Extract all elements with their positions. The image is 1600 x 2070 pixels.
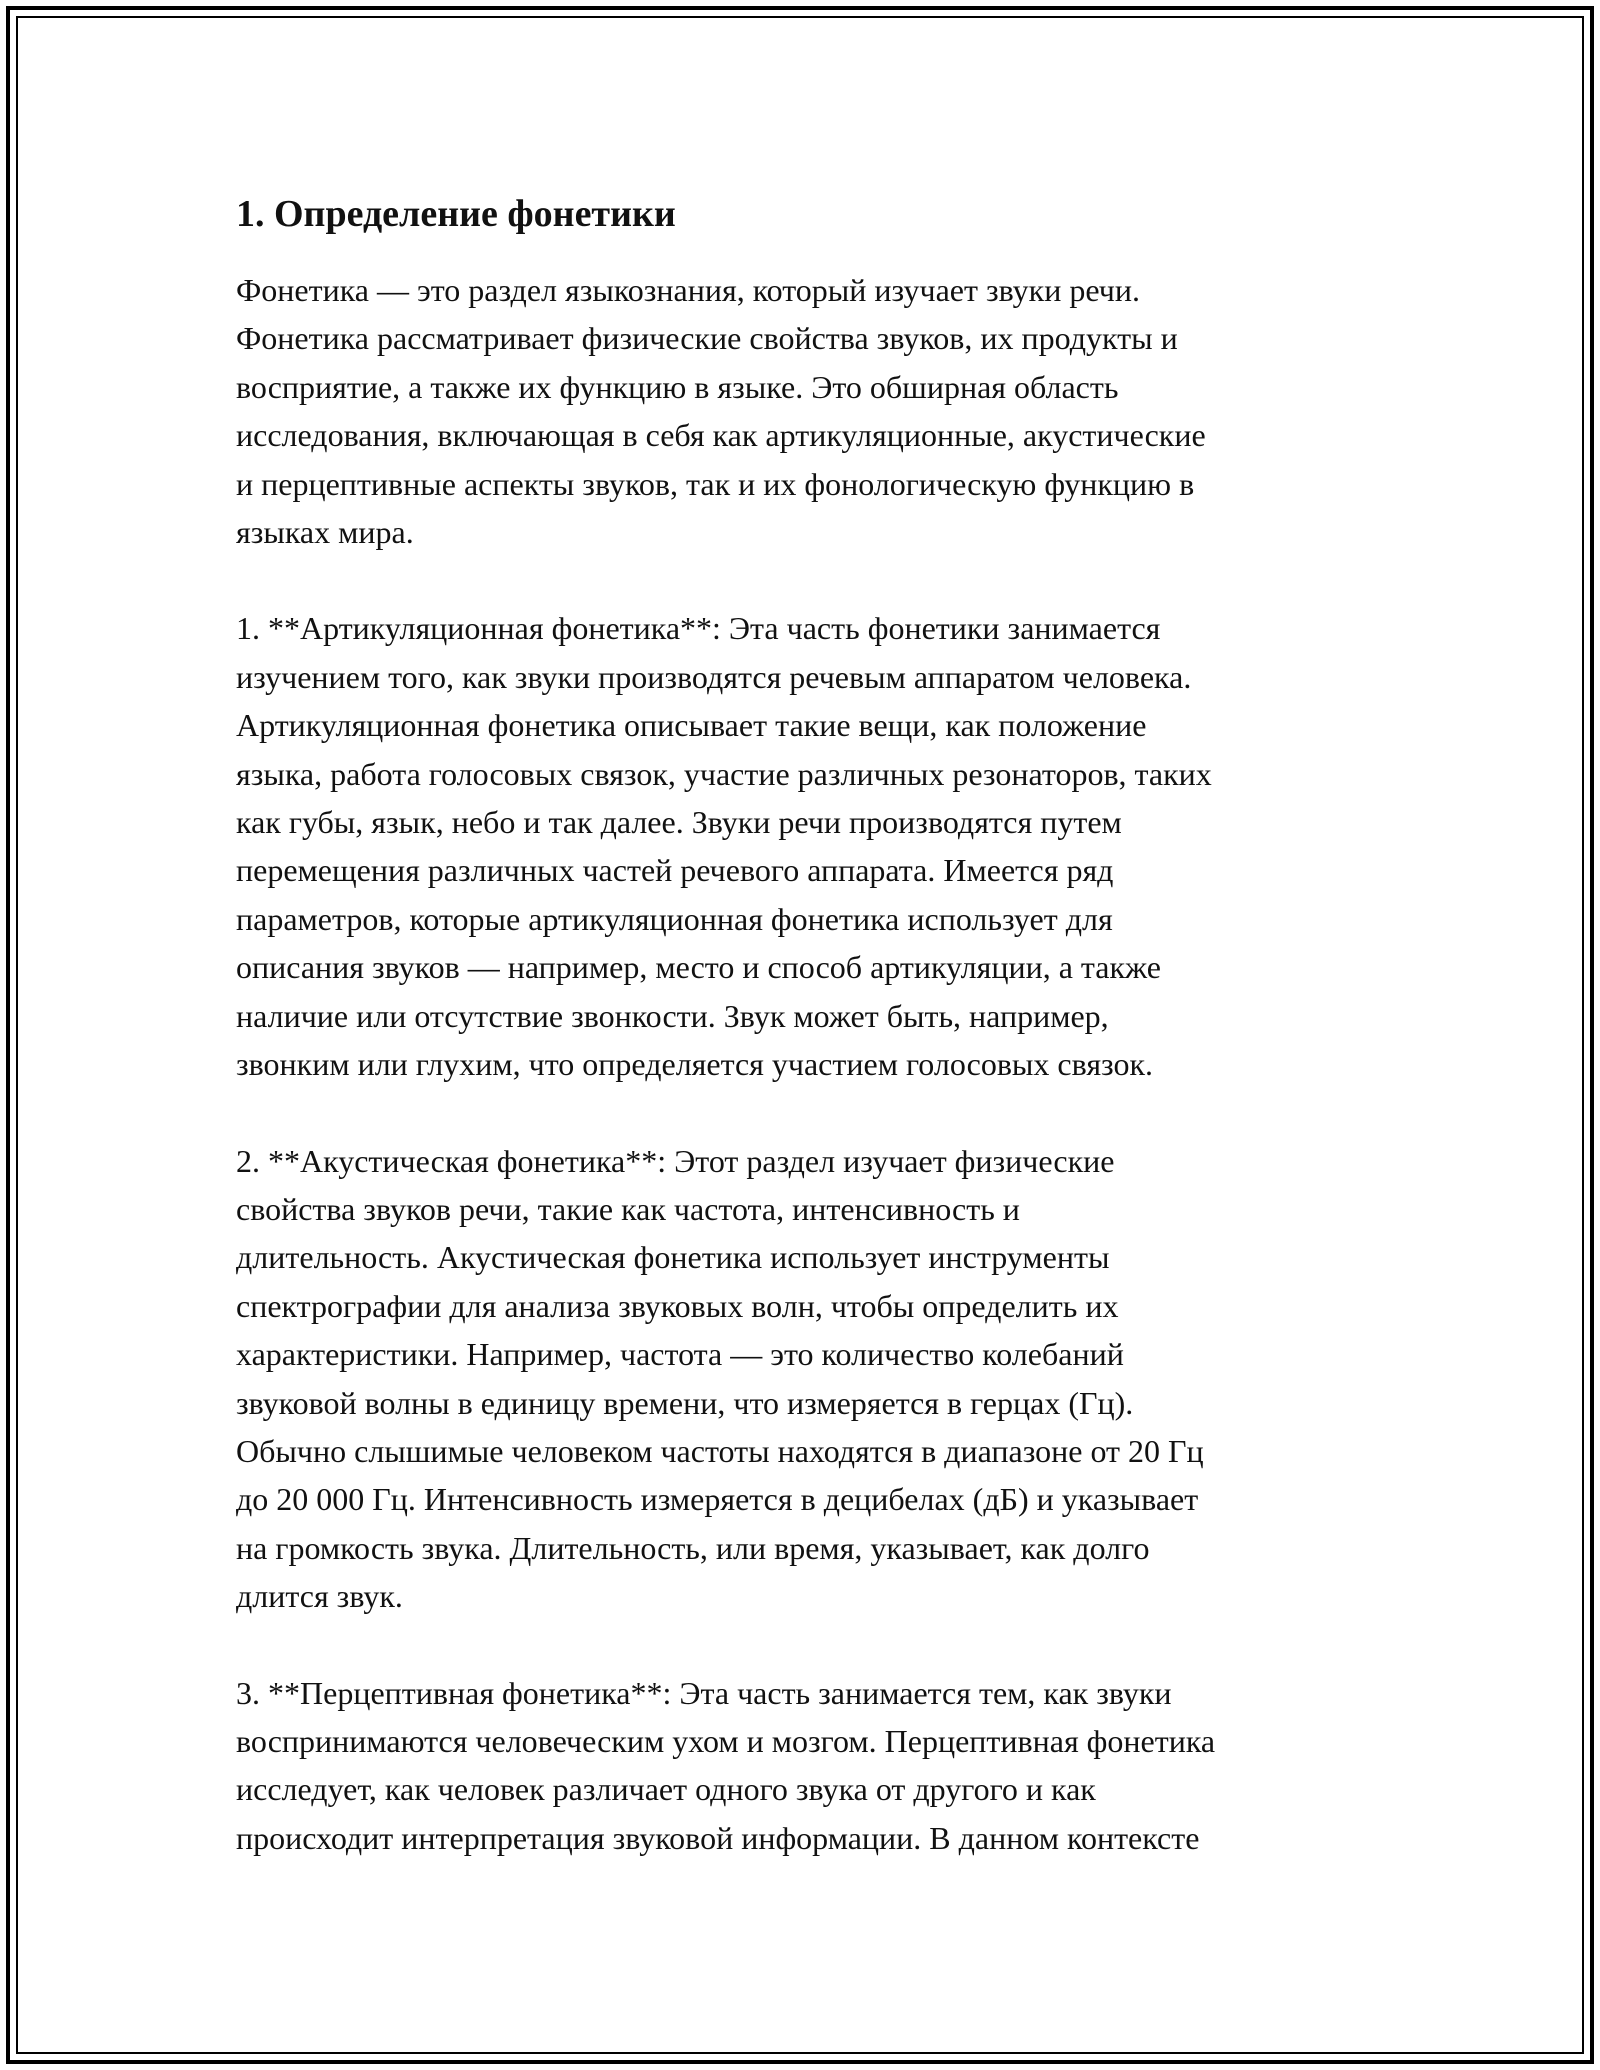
text-line: и перцептивные аспекты звуков, так и их фонологическую функцию в [236, 465, 1195, 502]
text-line: как губы, язык, небо и так далее. Звуки речи производятся путем [236, 804, 1122, 841]
text-line: исследует, как человек различает одного звука от другого и как [236, 1771, 1096, 1808]
text-line: свойства звуков речи, такие как частота, интенсивность и [236, 1190, 1020, 1227]
text-line: перемещения различных частей речевого аппарата. Имеется ряд [236, 852, 1114, 889]
text-line: воспринимаются человеческим ухом и мозгом. Перцептивная фонетика [236, 1722, 1216, 1759]
text-line: восприятие, а также их функцию в языке. Это обширная область [236, 368, 1119, 405]
paragraph-acoustic-phonetics [236, 1137, 1386, 1621]
text-line: на громкость звука. Длительность, или время, указывает, как долго [236, 1529, 1150, 1566]
text-line: 1. **Артикуляционная фонетика**: Эта часть фонетики занимается [236, 610, 1161, 647]
text-line: Фонетика рассматривает физические свойства звуков, их продукты и [236, 320, 1178, 357]
text-line: спектрографии для анализа звуковых волн, чтобы определить их [236, 1287, 1119, 1324]
text-line: Артикуляционная фонетика описывает такие вещи, как положение [236, 707, 1147, 744]
text-line: длительность. Акустическая фонетика использует инструменты [236, 1239, 1110, 1276]
text-line: до 20 000 Гц. Интенсивность измеряется в децибелах (дБ) и указывает [236, 1481, 1199, 1518]
text-line: Фонетика — это раздел языкознания, который изучает звуки речи. [236, 272, 1140, 308]
text-line: длится звук. [236, 1578, 403, 1615]
text-line: 3. **Перцептивная фонетика**: Эта часть занимается тем, как звуки [236, 1674, 1172, 1711]
text-line: звуковой волны в единицу времени, что измеряется в герцах (Гц). [236, 1384, 1134, 1421]
text-line: языках мира. [236, 514, 414, 551]
text-line: звонким или глухим, что определяется участием голосовых связок. [236, 1046, 1154, 1083]
text-line: языка, работа голосовых связок, участие различных резонаторов, таких [236, 755, 1212, 792]
text-line: изучением того, как звуки производятся речевым аппаратом человека. [236, 658, 1192, 695]
text-line: параметров, которые артикуляционная фонетика использует для [236, 900, 1113, 937]
text-line: 2. **Акустическая фонетика**: Этот раздел изучает физические [236, 1142, 1115, 1179]
text-line: Обычно слышимые человеком частоты находятся в диапазоне от 20 Гц [236, 1432, 1204, 1469]
paragraph-intro [236, 266, 1386, 556]
text-line: наличие или отсутствие звонкости. Звук может быть, например, [236, 997, 1109, 1034]
text-line: характеристики. Например, частота — это количество колебаний [236, 1336, 1124, 1373]
text-line: происходит интерпретация звуковой информации. В данном контексте [236, 1819, 1200, 1856]
section-heading: 1. Определение фонетики [236, 193, 676, 235]
paragraph-articulatory-phonetics [236, 604, 1386, 1088]
text-line: исследования, включающая в себя как артикуляционные, акустические [236, 417, 1206, 454]
paragraph-perceptual-phonetics [236, 1669, 1386, 1863]
document-body [236, 186, 1386, 1910]
text-line: описания звуков — например, место и способ артикуляции, а также [236, 949, 1161, 986]
